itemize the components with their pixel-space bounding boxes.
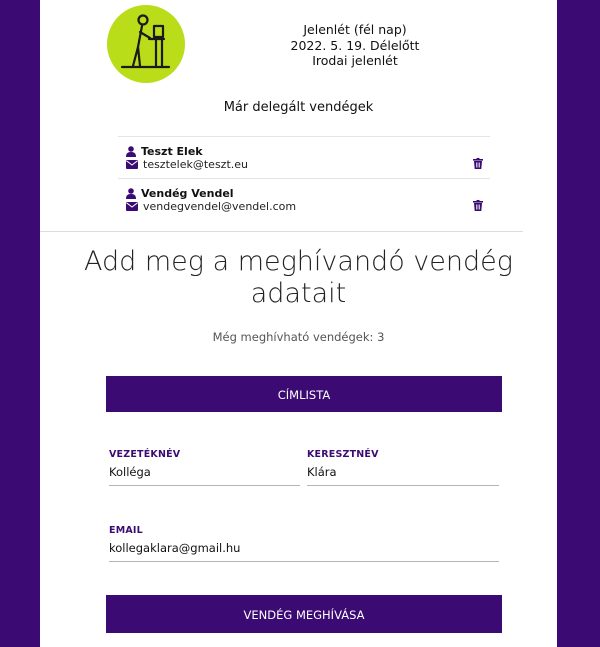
last-name-field-group [109,449,300,486]
email-field-group [109,525,499,562]
event-date: 2022. 5. 19. Délelőtt [290,37,420,53]
list-item [118,136,490,178]
invite-guest-button[interactable]: VENDÉG MEGHÍVÁSA [106,595,502,633]
trash-icon[interactable] [473,200,483,211]
remaining-guests-text: Még meghívható vendégek: 3 [212,330,385,344]
list-item [118,178,490,220]
user-icon [126,188,136,199]
event-type: Jelenlét (fél nap) [303,22,407,37]
email-input[interactable] [109,539,499,562]
envelope-icon [126,202,138,211]
guest-email: tesztelek@teszt.eu [143,158,248,171]
form-title: Add meg a meghívandó vendég adatait [84,246,513,309]
first-name-input[interactable] [307,463,499,486]
section-divider [40,231,523,232]
first-name-field-group [307,449,499,486]
envelope-icon [126,160,138,169]
delegated-guests-title: Már delegált vendégek [223,100,374,115]
trash-icon[interactable] [473,158,483,169]
guest-email: vendegvendel@vendel.com [143,200,297,213]
last-name-label: VEZETÉKNÉV [109,449,181,460]
last-name-input[interactable] [109,463,300,486]
event-info [270,22,440,69]
first-name-label: KERESZTNÉV [307,449,379,460]
guest-name: Vendég Vendel [141,187,234,200]
email-label: EMAIL [109,525,143,536]
main-panel [40,0,557,647]
address-book-button[interactable]: CÍMLISTA [106,376,502,412]
user-icon [126,146,136,157]
event-location: Irodai jelenlét [312,53,398,68]
desk-worker-icon [107,5,185,83]
guest-name: Teszt Elek [141,145,203,158]
delegated-guest-list [118,136,490,220]
